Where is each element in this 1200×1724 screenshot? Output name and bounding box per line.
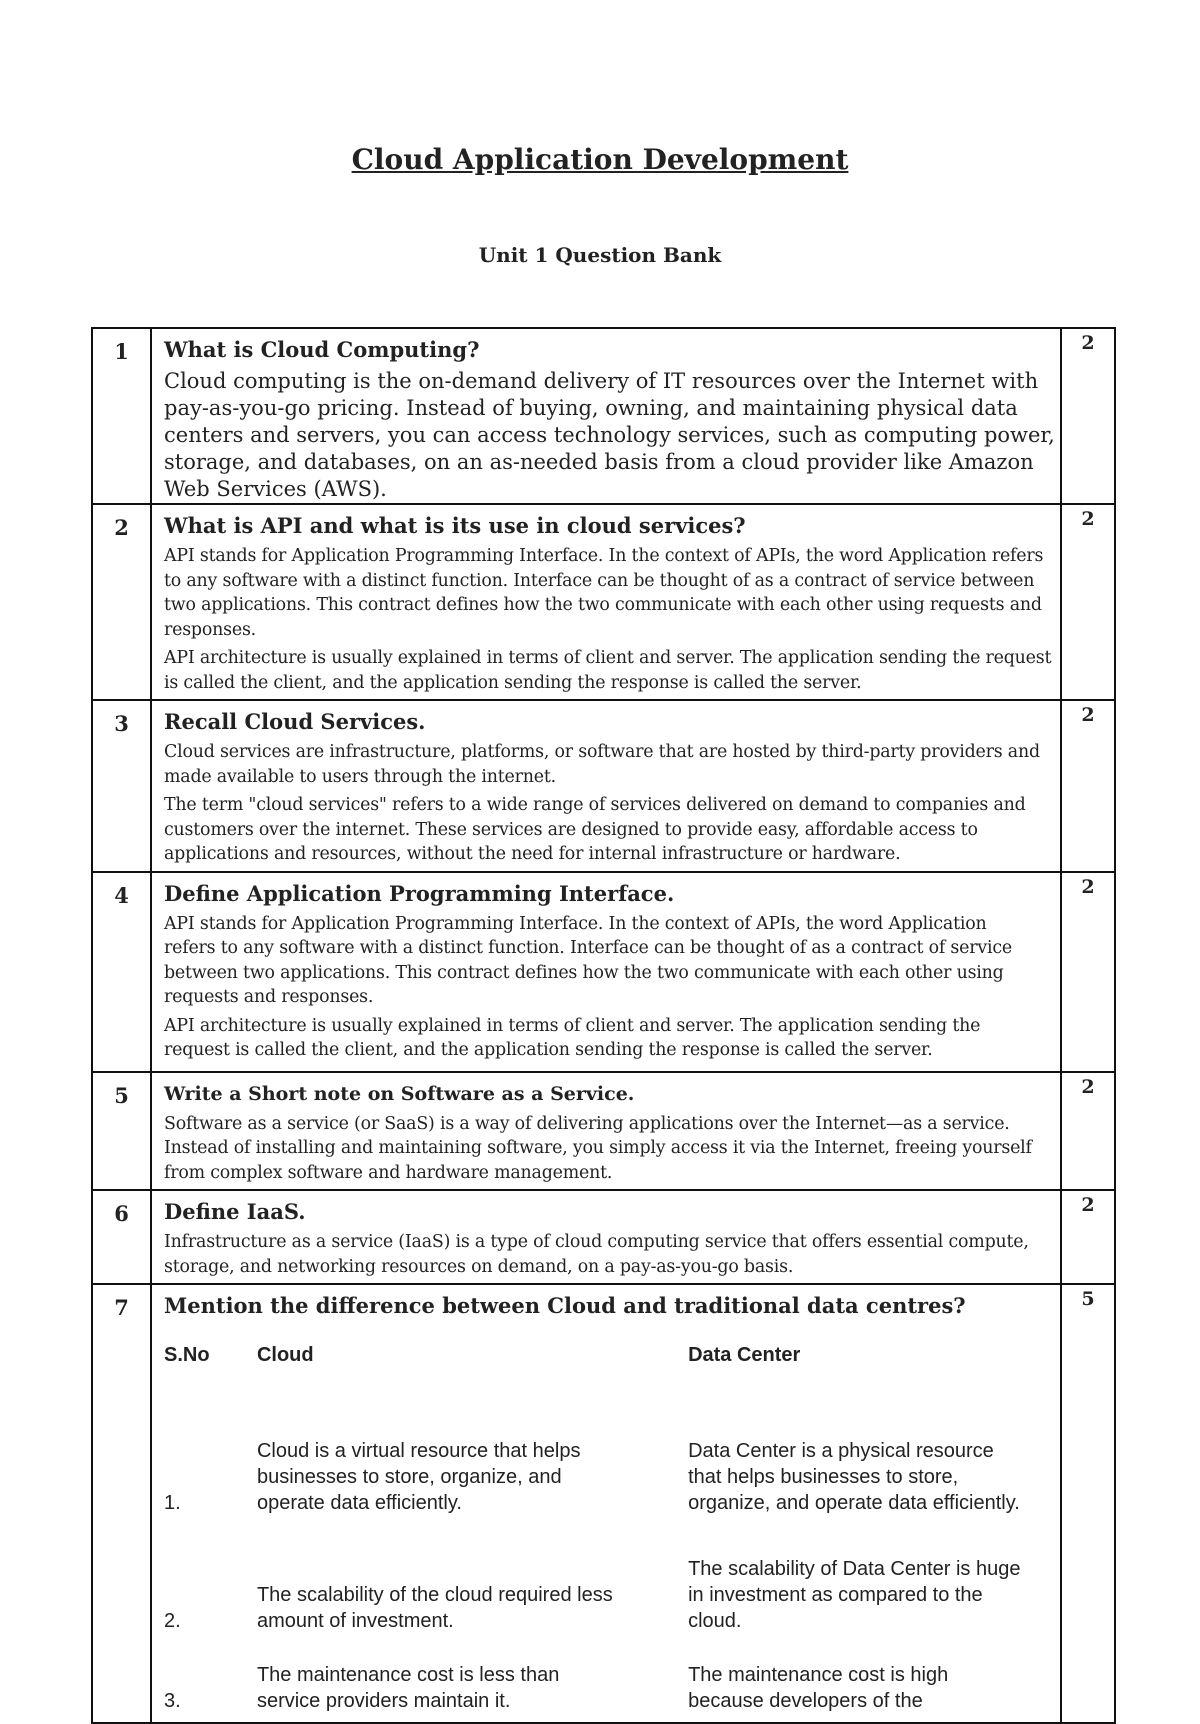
marks-value: 2 — [1061, 328, 1115, 504]
data-center-line: The scalability of Data Center is huge — [688, 1558, 1021, 1580]
answer-text: Infrastructure as a service (IaaS) is a type of cloud computing service that offers essential compute, storage, and networking resources on demand, on a pay-as-you-go basis. — [164, 1232, 1029, 1277]
question-row-1 — [92, 328, 1115, 504]
cloud-line: Cloud is a virtual resource that helps — [256, 1440, 581, 1462]
comparison-header-row — [164, 1342, 1056, 1400]
row-number-text: 1. — [164, 1492, 181, 1514]
marks-value: 5 — [1061, 1284, 1115, 1723]
answer-text: API stands for Application Programming Interface. In the context of APIs, the word Application refers to any software with a distinct function. Interface can be thought of as a contract of service between two applications. This contract defines how the two communicate with each other using requests and responses. — [164, 546, 1044, 640]
question-number: 4 — [92, 872, 151, 1072]
cloud-line: amount of investment. — [256, 1610, 454, 1632]
question-cell — [151, 1284, 1061, 1723]
question-number: 5 — [92, 1072, 151, 1191]
row-number-text: 3. — [164, 1690, 181, 1712]
data-center-line: The maintenance cost is high — [688, 1664, 949, 1686]
row-number-text: 2. — [164, 1610, 181, 1632]
question-cell — [151, 700, 1061, 872]
comparison-row-1 — [164, 1406, 1056, 1516]
question-cell — [151, 872, 1061, 1072]
cloud-cell — [257, 1662, 688, 1714]
row-number — [164, 1662, 257, 1714]
question-number: 6 — [92, 1190, 151, 1284]
question-number: 2 — [92, 504, 151, 700]
answer-text: The term "cloud services" refers to a wide range of services delivered on demand to companies and customers over the internet. These services are designed to provide easy, affordable access to applications and resources, without the need for internal infrastructure or hardware. — [164, 795, 1026, 864]
column-header-data-center: Data Center — [688, 1344, 801, 1366]
answer-text: API architecture is usually explained in terms of client and server. The application sending the request is called the client, and the application sending the response is called the server. — [164, 648, 1052, 693]
cloud-line: The scalability of the cloud required less — [256, 1584, 613, 1606]
data-center-cell — [688, 1662, 1056, 1714]
comparison-row-3 — [164, 1662, 1056, 1722]
cloud-line: operate data efficiently. — [256, 1492, 462, 1514]
data-center-line: organize, and operate data efficiently. — [688, 1492, 1020, 1514]
comparison-table — [164, 1342, 1056, 1722]
answer-text: Cloud services are infrastructure, platforms, or software that are hosted by third-party providers and made available to users through the internet. — [164, 742, 1040, 787]
cloud-line: The maintenance cost is less than — [256, 1664, 560, 1686]
question-row-2 — [92, 504, 1115, 700]
marks-value: 2 — [1061, 700, 1115, 872]
question-text: What is API and what is its use in cloud services? — [164, 513, 746, 538]
question-text: Define IaaS. — [164, 1199, 306, 1224]
marks-value: 2 — [1061, 1072, 1115, 1191]
question-cell — [151, 328, 1061, 504]
data-center-cell — [688, 1438, 1056, 1516]
answer-text: API stands for Application Programming Interface. In the context of APIs, the word Application refers to any software with a distinct function. Interface can be thought of as a contract of service between two applications. This contract defines how the two communicate with each other using requests and responses. — [164, 913, 1012, 1007]
answer-text: Cloud computing is the on-demand delivery of IT resources over the Internet with pay-as-you-go pricing. Instead of buying, owning, and maintaining physical data centers and servers, you can access technology services, such as computing power, storage, and databases, on an as-needed basis from a cloud provider like Amazon Web Services (AWS). — [164, 369, 1055, 501]
row-number — [164, 1608, 257, 1634]
question-table — [91, 327, 1116, 1724]
question-text: Recall Cloud Services. — [164, 709, 426, 734]
question-number: 1 — [92, 328, 151, 504]
question-cell — [151, 1190, 1061, 1284]
comparison-row-2 — [164, 1524, 1056, 1634]
marks-value: 2 — [1061, 872, 1115, 1072]
marks-value: 2 — [1061, 504, 1115, 700]
question-cell — [151, 504, 1061, 700]
data-center-line: because developers of the — [688, 1690, 923, 1712]
answer-text: API architecture is usually explained in terms of client and server. The application sending the request is called the client, and the application sending the response is called the server. — [164, 1015, 981, 1060]
cloud-line: service providers maintain it. — [256, 1690, 511, 1712]
question-row-3 — [92, 700, 1115, 872]
question-row-5 — [92, 1072, 1115, 1191]
question-number: 3 — [92, 700, 151, 872]
data-center-cell — [688, 1556, 1056, 1634]
answer-text: Software as a service (or SaaS) is a way of delivering applications over the Internet—as a service. Instead of installing and maintaining software, you simply access it via the Internet, freeing yourself from complex software and hardware management. — [164, 1113, 1032, 1183]
marks-value: 2 — [1061, 1190, 1115, 1284]
column-header-cloud: Cloud — [256, 1344, 314, 1366]
row-number — [164, 1490, 257, 1516]
question-row-7 — [92, 1284, 1115, 1723]
question-text: Define Application Programming Interface. — [164, 880, 675, 906]
question-text: Write a Short note on Software as a Service. — [164, 1082, 635, 1105]
cloud-line: businesses to store, organize, and — [256, 1466, 562, 1488]
data-center-line: that helps businesses to store, — [688, 1466, 959, 1488]
question-row-4 — [92, 872, 1115, 1072]
column-header-sno: S.No — [164, 1344, 210, 1366]
question-text: What is Cloud Computing? — [164, 337, 480, 362]
question-text: Mention the difference between Cloud and traditional data centres? — [164, 1293, 966, 1318]
data-center-line: Data Center is a physical resource — [688, 1440, 994, 1462]
data-center-line: in investment as compared to the — [688, 1584, 983, 1606]
question-row-6 — [92, 1190, 1115, 1284]
question-cell — [151, 1072, 1061, 1191]
document-subtitle: Unit 1 Question Bank — [478, 243, 722, 267]
cloud-cell — [257, 1438, 688, 1516]
cloud-cell — [257, 1582, 688, 1634]
data-center-line: cloud. — [688, 1610, 742, 1632]
document-title: Cloud Application Development — [351, 143, 849, 176]
question-number: 7 — [92, 1284, 151, 1723]
